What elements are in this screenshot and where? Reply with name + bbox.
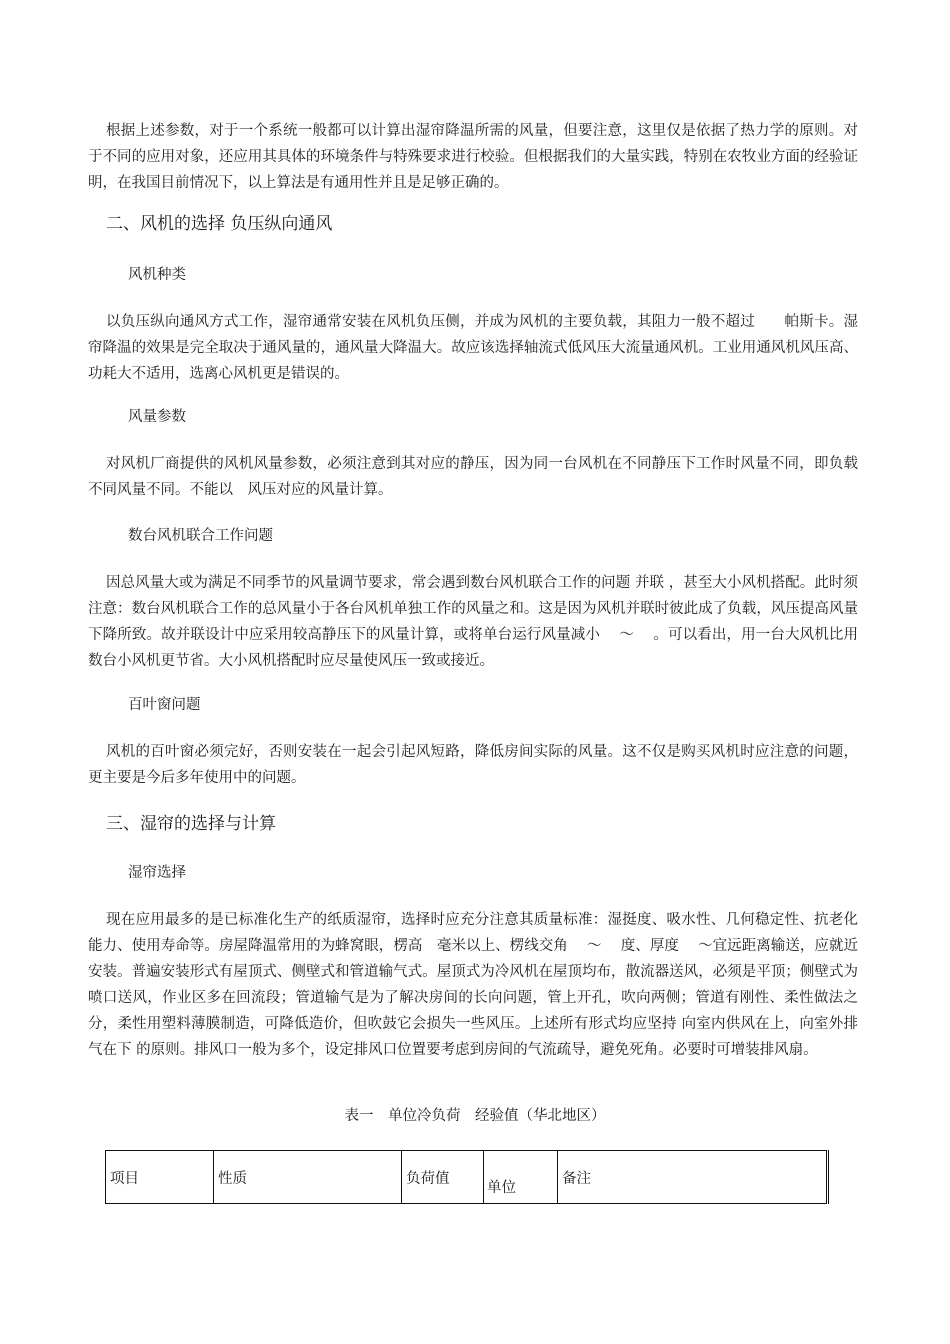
paragraph-curtain-select: 现在应用最多的是已标准化生产的纸质湿帘，选择时应充分注意其质量标准：湿挺度、吸水性、几何稳定性、抗老化能力、使用寿命等。房屋降温常用的为蜂窝眼，楞高 毫米以上、楞线交角 ～ 度、厚度 ～宜远距离输送，应就近安装。普遍安装形式有屋顶式、侧壁式和管道输气式。屋顶式为冷风机在屋顶均布，散流器送风，必须是平顶；侧壁式为喷口送风，作业区多在回流段；管道输气是为了解决房间的长向问题，管上开孔，吹向两侧；管道有刚性、柔性做法之分，柔性用塑料薄膜制造，可降低造价，但吹鼓它会损失一些风压。上述所有形式均应坚持 向室内供风在上，向室外排气在下 的原则。排风口一般为多个，设定排风口位置要考虑到房间的气流疏导，避免死角。必要时可增装排风扇。 (88, 912, 858, 1058)
paragraph-air-volume: 对风机厂商提供的风机风量参数，必须注意到其对应的静压，因为同一台风机在不同静压下工作时风量不同，即负载不同风量不同。不能以 风压对应的风量计算。 (88, 456, 858, 498)
paragraph-airflow-summary: 根据上述参数，对于一个系统一般都可以计算出湿帘降温所需的风量，但要注意，这里仅是依据了热力学的原则。对于不同的应用对象，还应用其具体的环境条件与特殊要求进行校验。但根据我们的大量实践，特别在农牧业方面的经验证明，在我国目前情况下，以上算法是有通用性并且是足够正确的。 (88, 123, 858, 191)
heading-curtain-selection: 三、湿帘的选择与计算 (106, 814, 276, 834)
subheading-curtain-select: 湿帘选择 (128, 865, 186, 881)
table-header-row (106, 1151, 828, 1204)
table-header-cell: 单位 (484, 1151, 558, 1204)
paragraph-fan-type: 以负压纵向通风方式工作，湿帘通常安装在风机负压侧，并成为风机的主要负载，其阻力一般不超过 帕斯卡。湿帘降温的效果是完全取决于通风量的，通风量大降温大。故应该选择轴流式低风压大流量通风机。工业用通风机风压高、功耗大不适用，选离心风机更是错误的。 (88, 314, 858, 382)
table-header-cell: 负荷值 (402, 1151, 484, 1204)
table-caption: 表一 单位冷负荷 经验值（华北地区） (344, 1108, 606, 1124)
subheading-parallel-fans: 数台风机联合工作问题 (128, 528, 273, 544)
paragraph-parallel-fans: 因总风量大或为满足不同季节的风量调节要求，常会遇到数台风机联合工作的问题 并联 ，甚至大小风机搭配。此时须注意：数台风机联合工作的总风量小于各台风机单独工作的风量之和。这是因为风机并联时彼此成了负载，风压提高风量下降所致。故并联设计中应采用较高静压下的风量计算，或将单台运行风量减小 ～ 。可以看出，用一台大风机比用数台小风机更节省。大小风机搭配时应尽量使风压一致或接近。 (88, 575, 858, 669)
subheading-air-volume: 风量参数 (128, 409, 186, 425)
paragraph-louver: 风机的百叶窗必须完好，否则安装在一起会引起风短路，降低房间实际的风量。这不仅是购买风机时应注意的问题，更主要是今后多年使用中的问题。 (88, 744, 858, 786)
table-header-cell: 项目 (106, 1151, 214, 1204)
subheading-louver: 百叶窗问题 (128, 697, 201, 713)
heading-fan-selection: 二、风机的选择 负压纵向通风 (106, 214, 333, 234)
table-header-cell: 备注 (558, 1151, 828, 1204)
table-header-cell: 性质 (214, 1151, 402, 1204)
subheading-fan-type: 风机种类 (128, 267, 186, 283)
cooling-load-table (105, 1150, 829, 1204)
